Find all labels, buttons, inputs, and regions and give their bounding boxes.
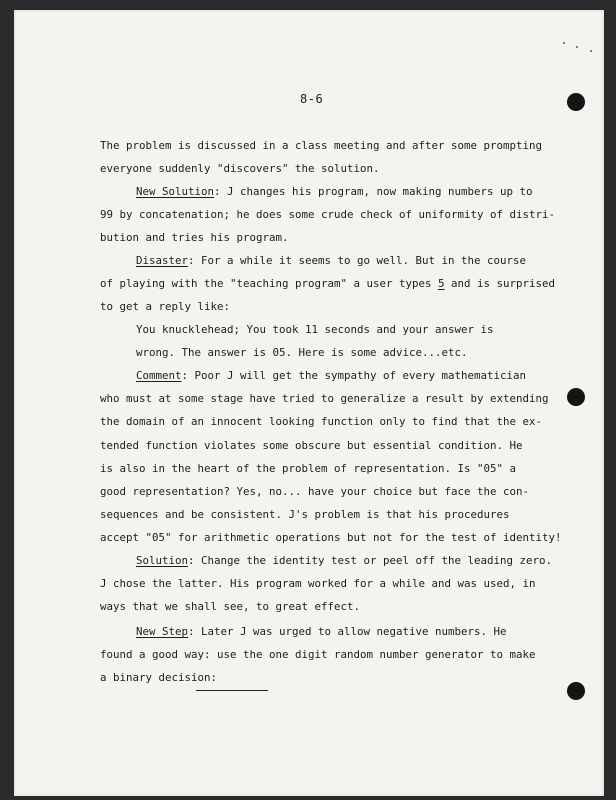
text-line: sequences and be consistent. J's problem is that his procedures: [100, 508, 510, 522]
heading-new-solution: New Solution: [136, 185, 215, 198]
text-run: : Poor J will get the sympathy of every mathematician: [181, 369, 527, 382]
text-line: wrong. The answer is 05. Here is some advice...etc.: [136, 346, 468, 360]
text-line: 99 by concatenation; he does some crude check of uniformity of distri-: [100, 208, 556, 222]
text-line: [100, 549, 553, 572]
text-line: found a good way: use the one digit random number generator to make: [100, 648, 536, 662]
text-run: and is surprised: [444, 277, 556, 291]
page-number: 8-6: [300, 92, 324, 106]
text-line: who must at some stage have tried to generalize a result by extending: [100, 392, 549, 406]
heading-comment: Comment: [136, 369, 182, 382]
paragraph-solution: [100, 549, 553, 619]
paragraph-disaster: [100, 249, 556, 319]
text-line: good representation? Yes, no... have your choice but face the con-: [100, 484, 530, 498]
text-line: [100, 620, 520, 643]
paragraph-new-step: [100, 620, 536, 690]
paper-speck: [563, 42, 565, 44]
text-line: You knucklehead; You took 11 seconds and your answer is: [136, 323, 494, 336]
text-line: is also in the heart of the problem of representation. Is "05" a: [100, 461, 517, 475]
text-line: ways that we shall see, to great effect.: [100, 600, 361, 614]
text-line: the domain of an innocent looking function only to find that the ex-: [100, 415, 543, 429]
text-line: everyone suddenly "discovers" the solution.: [100, 162, 380, 176]
paragraph-new-solution: [100, 180, 556, 250]
text-line: [100, 272, 556, 295]
text-line: tended function violates some obscure but essential condition. He: [100, 438, 523, 452]
text-run: : For a while it seems to go well. But in the course: [188, 254, 527, 267]
text-run: of playing with the "teaching program" a user types: [100, 277, 439, 291]
text-line: [100, 180, 533, 203]
text-run: : Later J was urged to allow negative numbers. He: [188, 625, 507, 638]
text-line: [100, 249, 527, 272]
text-line: The problem is discussed in a class meeting and after some prompting: [100, 139, 543, 152]
paper-speck: [576, 46, 578, 48]
text-line: to get a reply like:: [100, 300, 231, 314]
typed-value: 5: [438, 277, 445, 291]
binder-hole-top: [567, 93, 585, 111]
quoted-reply: [136, 318, 494, 364]
text-run: : Change the identity test or peel off the leading zero.: [188, 554, 553, 567]
paragraph-intro: [100, 134, 543, 180]
footnote-rule: [196, 690, 268, 691]
binder-hole-bottom: [567, 682, 585, 700]
binder-hole-middle: [567, 388, 585, 406]
text-line: a binary decision:: [100, 671, 218, 685]
heading-solution: Solution: [136, 554, 189, 567]
text-line: [100, 364, 527, 387]
text-line: accept "05" for arithmetic operations but not for the test of identity!: [100, 531, 562, 545]
text-line: J chose the latter. His program worked for a while and was used, in: [100, 577, 536, 591]
text-line: bution and tries his program.: [100, 231, 289, 245]
heading-new-step: New Step: [136, 625, 189, 638]
paragraph-comment: [100, 364, 562, 550]
text-run: : J changes his program, now making numbers up to: [214, 185, 533, 198]
paper-speck: [590, 50, 592, 52]
heading-disaster: Disaster: [136, 254, 189, 267]
